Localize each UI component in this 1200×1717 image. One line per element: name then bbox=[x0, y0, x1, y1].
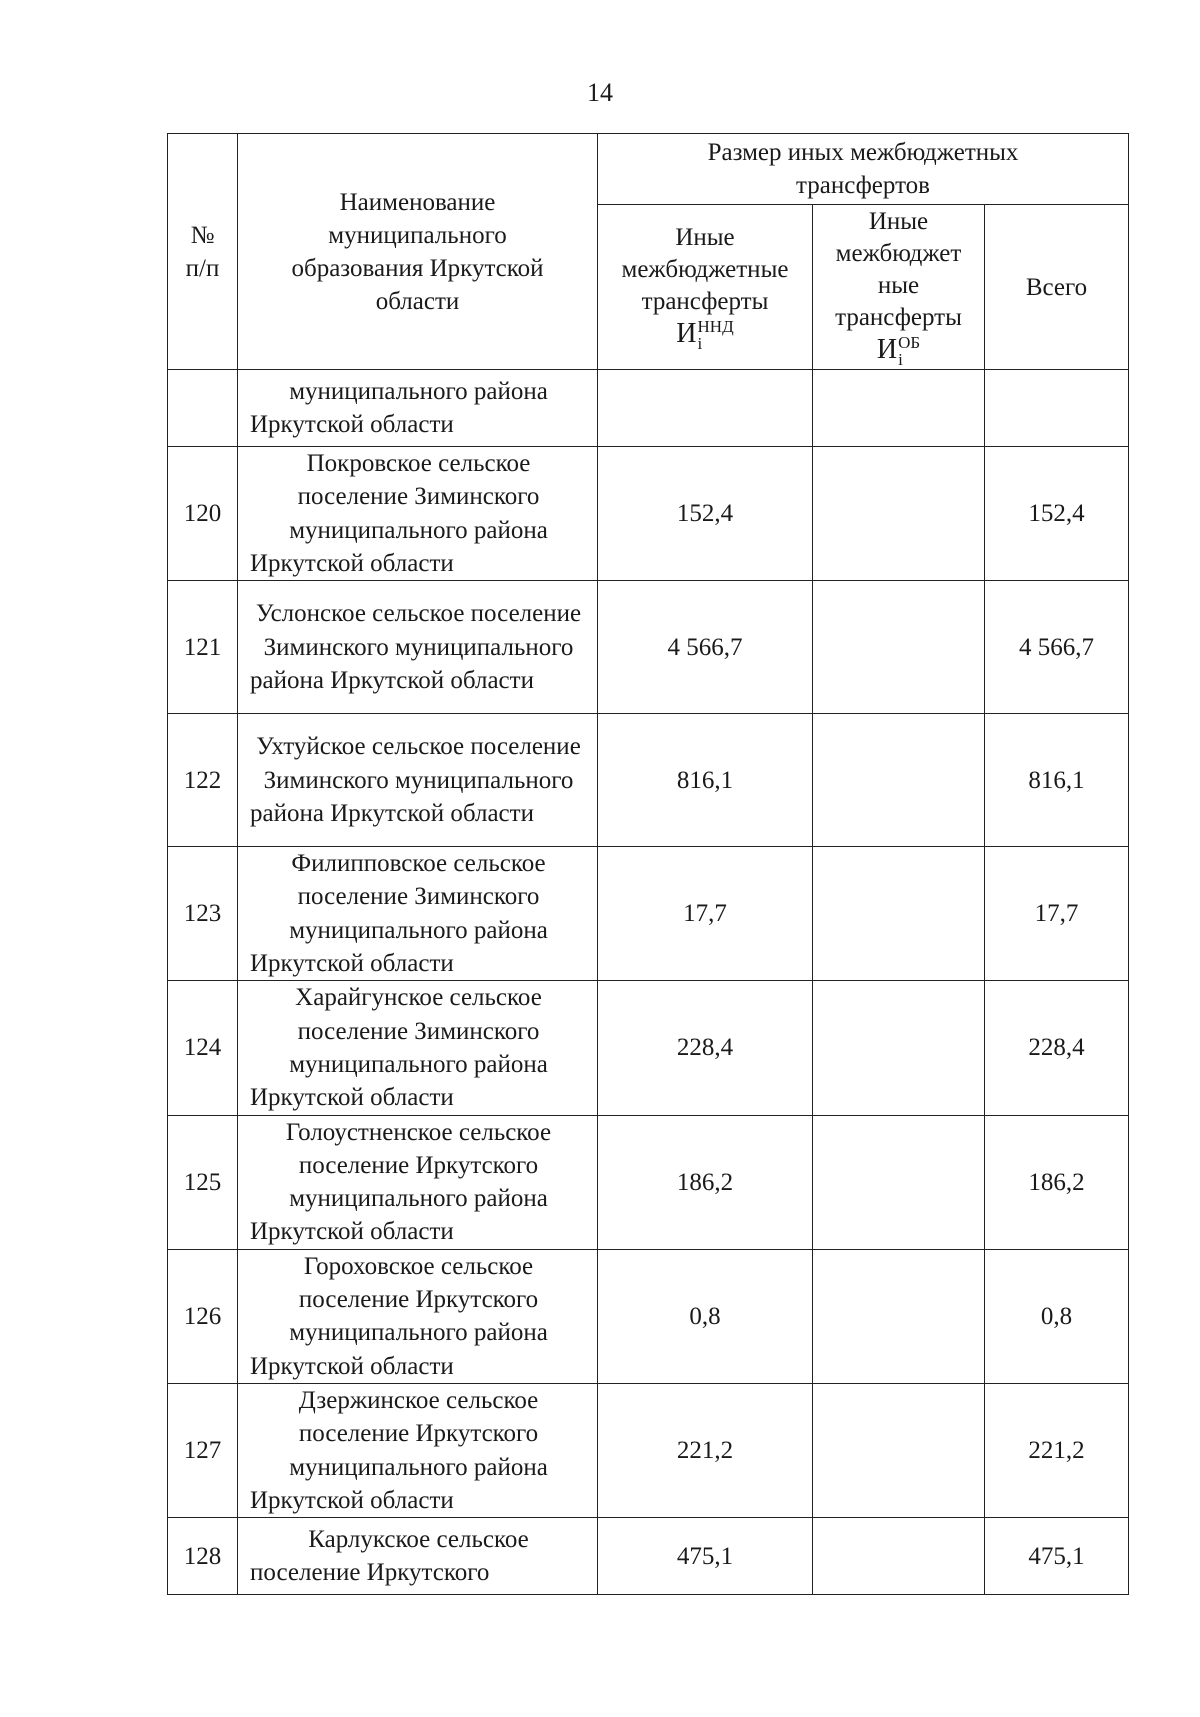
row-value-total: 816,1 bbox=[985, 714, 1129, 847]
header-col-innd-text: Иные межбюджетные трансферты bbox=[621, 223, 789, 315]
row-value-iob bbox=[813, 981, 985, 1115]
row-number: 126 bbox=[168, 1249, 238, 1383]
row-value-iob bbox=[813, 1249, 985, 1383]
row-value-innd: 228,4 bbox=[598, 981, 813, 1115]
header-number-line2: п/п bbox=[185, 254, 220, 282]
header-group bbox=[598, 134, 1129, 205]
header-col-innd-symbol: И ННД i bbox=[676, 317, 734, 354]
row-value-total: 186,2 bbox=[985, 1115, 1129, 1249]
row-value-innd: 4 566,7 bbox=[598, 581, 813, 714]
table-row bbox=[168, 1518, 1129, 1595]
header-col-iob-text: Иные межбюджет ные трансферты bbox=[835, 207, 962, 331]
row-value-iob bbox=[813, 1383, 985, 1517]
table-row bbox=[168, 447, 1129, 581]
table-row bbox=[168, 1249, 1129, 1383]
row-value-total: 152,4 bbox=[985, 447, 1129, 581]
header-group-text: Размер иных межбюджетных трансфертов bbox=[707, 139, 1019, 199]
table-row bbox=[168, 370, 1129, 447]
row-value-innd: 221,2 bbox=[598, 1383, 813, 1517]
row-name: Ухтуйское сельское поселение Зиминского муниципального района Иркутской области bbox=[238, 714, 598, 847]
header-name-text: Наименование муниципального образования Иркутской области bbox=[291, 188, 544, 315]
row-value-total: 228,4 bbox=[985, 981, 1129, 1115]
row-number: 128 bbox=[168, 1518, 238, 1595]
page-number: 14 bbox=[587, 78, 613, 107]
row-name: Услонское сельское поселение Зиминского муниципального района Иркутской области bbox=[238, 581, 598, 714]
row-value-innd: 0,8 bbox=[598, 1249, 813, 1383]
row-number: 127 bbox=[168, 1383, 238, 1517]
table-row bbox=[168, 1115, 1129, 1249]
row-value-iob bbox=[813, 714, 985, 847]
row-value-total: 0,8 bbox=[985, 1249, 1129, 1383]
row-name: Гороховское сельское поселение Иркутского муниципального района Иркутской области bbox=[238, 1249, 598, 1383]
header-col-innd bbox=[598, 205, 813, 370]
header-col-total bbox=[985, 205, 1129, 370]
row-name: Покровское сельское поселение Зиминского муниципального района Иркутской области bbox=[238, 447, 598, 581]
header-number bbox=[168, 134, 238, 370]
row-value-iob bbox=[813, 581, 985, 714]
row-value-innd: 152,4 bbox=[598, 447, 813, 581]
row-name: муниципального района Иркутской области bbox=[238, 370, 598, 447]
row-number: 120 bbox=[168, 447, 238, 581]
row-number: 121 bbox=[168, 581, 238, 714]
row-value-total: 475,1 bbox=[985, 1518, 1129, 1595]
row-value-iob bbox=[813, 370, 985, 447]
table-row bbox=[168, 581, 1129, 714]
table-row bbox=[168, 847, 1129, 981]
row-name: Карлукское сельское поселение Иркутского bbox=[238, 1518, 598, 1595]
row-value-iob bbox=[813, 1518, 985, 1595]
table-row bbox=[168, 1383, 1129, 1517]
row-value-iob bbox=[813, 447, 985, 581]
row-value-total: 17,7 bbox=[985, 847, 1129, 981]
transfers-table bbox=[167, 133, 1129, 1595]
row-value-innd: 186,2 bbox=[598, 1115, 813, 1249]
row-number: 123 bbox=[168, 847, 238, 981]
row-number: 124 bbox=[168, 981, 238, 1115]
header-col-iob bbox=[813, 205, 985, 370]
header-name bbox=[238, 134, 598, 370]
header-col-total-text: Всего bbox=[1025, 273, 1088, 301]
row-value-innd bbox=[598, 370, 813, 447]
row-value-total: 221,2 bbox=[985, 1383, 1129, 1517]
header-number-line1: № bbox=[190, 221, 215, 249]
row-name: Харайгунское сельское поселение Зиминского муниципального района Иркутской области bbox=[238, 981, 598, 1115]
table-row bbox=[168, 714, 1129, 847]
row-name: Дзержинское сельское поселение Иркутского муниципального района Иркутской области bbox=[238, 1383, 598, 1517]
row-value-total bbox=[985, 370, 1129, 447]
row-value-innd: 17,7 bbox=[598, 847, 813, 981]
row-value-iob bbox=[813, 847, 985, 981]
row-value-iob bbox=[813, 1115, 985, 1249]
row-value-innd: 816,1 bbox=[598, 714, 813, 847]
row-number bbox=[168, 370, 238, 447]
row-value-innd: 475,1 bbox=[598, 1518, 813, 1595]
row-number: 122 bbox=[168, 714, 238, 847]
row-number: 125 bbox=[168, 1115, 238, 1249]
row-value-total: 4 566,7 bbox=[985, 581, 1129, 714]
row-name: Голоустненское сельское поселение Иркутского муниципального района Иркутской области bbox=[238, 1115, 598, 1249]
table-row bbox=[168, 981, 1129, 1115]
header-col-iob-symbol: И ОБ i bbox=[876, 333, 921, 370]
row-name: Филипповское сельское поселение Зиминского муниципального района Иркутской области bbox=[238, 847, 598, 981]
